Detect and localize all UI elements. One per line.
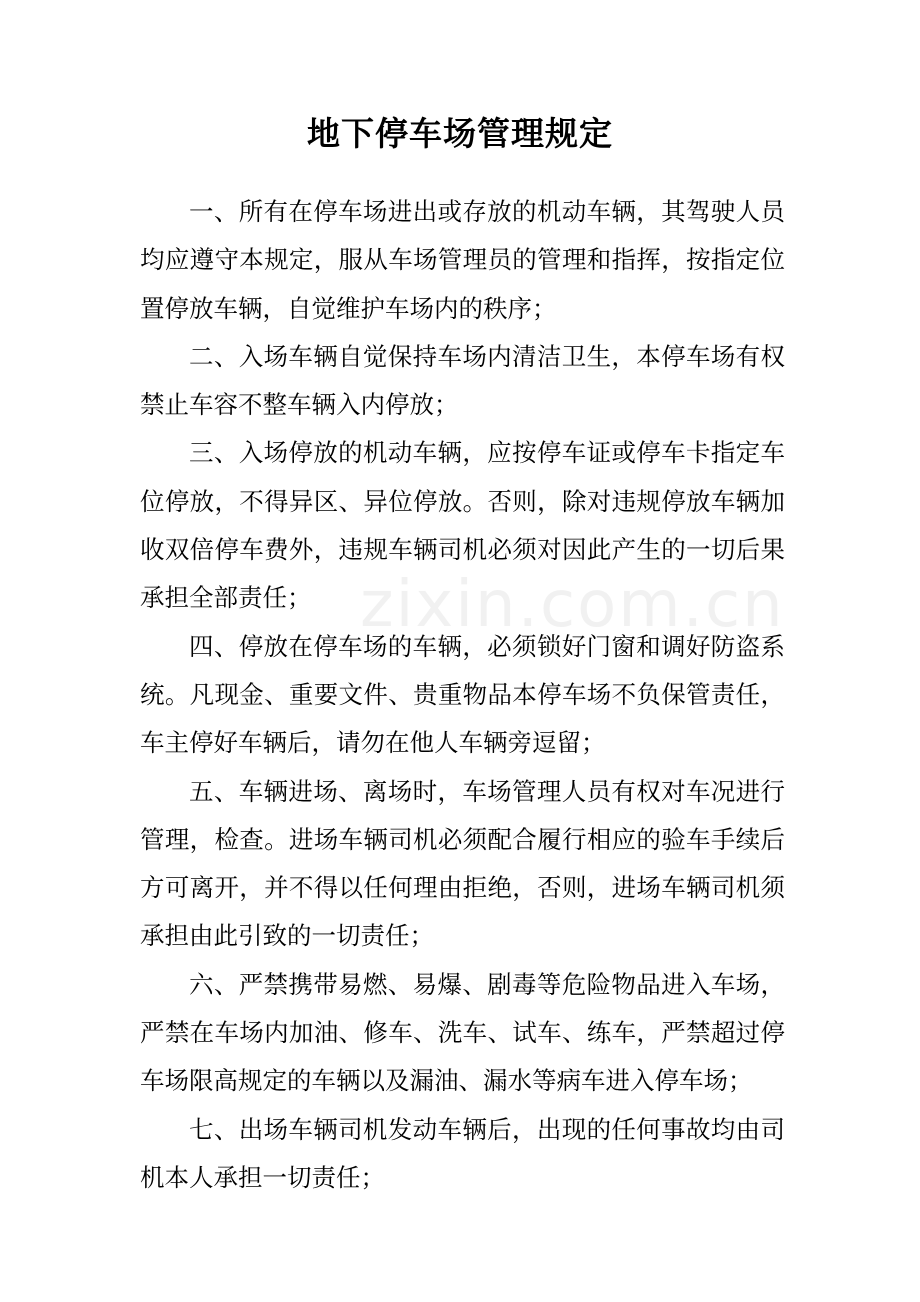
- rule-paragraph-2: 二、入场车辆自觉保持车场内清洁卫生，本停车场有权禁止车容不整车辆入内停放；: [140, 341, 785, 420]
- rule-paragraph-1: 一、所有在停车场进出或存放的机动车辆，其驾驶人员均应遵守本规定，服从车场管理员的管理和指挥，按指定位置停放车辆，自觉维护车场内的秩序；: [140, 197, 785, 323]
- watermark: zixin.com.cn: [360, 568, 785, 642]
- rule-paragraph-4: 四、停放在停车场的车辆，必须锁好门窗和调好防盗系统。凡现金、重要文件、贵重物品本停车场不负保管责任，车主停好车辆后，请勿在他人车辆旁逗留；: [140, 631, 785, 758]
- rule-paragraph-6: 六、严禁携带易燃、易爆、剧毒等危险物品进入车场，严禁在车场内加油、修车、洗车、试车、练车，严禁超过停车场限高规定的车辆以及漏油、漏水等病车进入停车场；: [140, 969, 785, 1096]
- document-body: [140, 188, 785, 1202]
- rule-paragraph-7: 七、出场车辆司机发动车辆后，出现的任何事故均由司机本人承担一切责任；: [140, 1114, 785, 1192]
- rule-paragraph-3: 三、入场停放的机动车辆，应按停车证或停车卡指定车位停放，不得异区、异位停放。否则，除对违规停放车辆加收双倍停车费外，违规车辆司机必须对因此产生的一切后果承担全部责任；: [140, 438, 785, 613]
- document-title: 地下停车场管理规定: [307, 114, 613, 153]
- rule-paragraph-5: 五、车辆进场、离场时，车场管理人员有权对车况进行管理，检查。进场车辆司机必须配合履行相应的验车手续后方可离开，并不得以任何理由拒绝，否则，进场车辆司机须承担由此引致的一切责任；: [140, 776, 785, 951]
